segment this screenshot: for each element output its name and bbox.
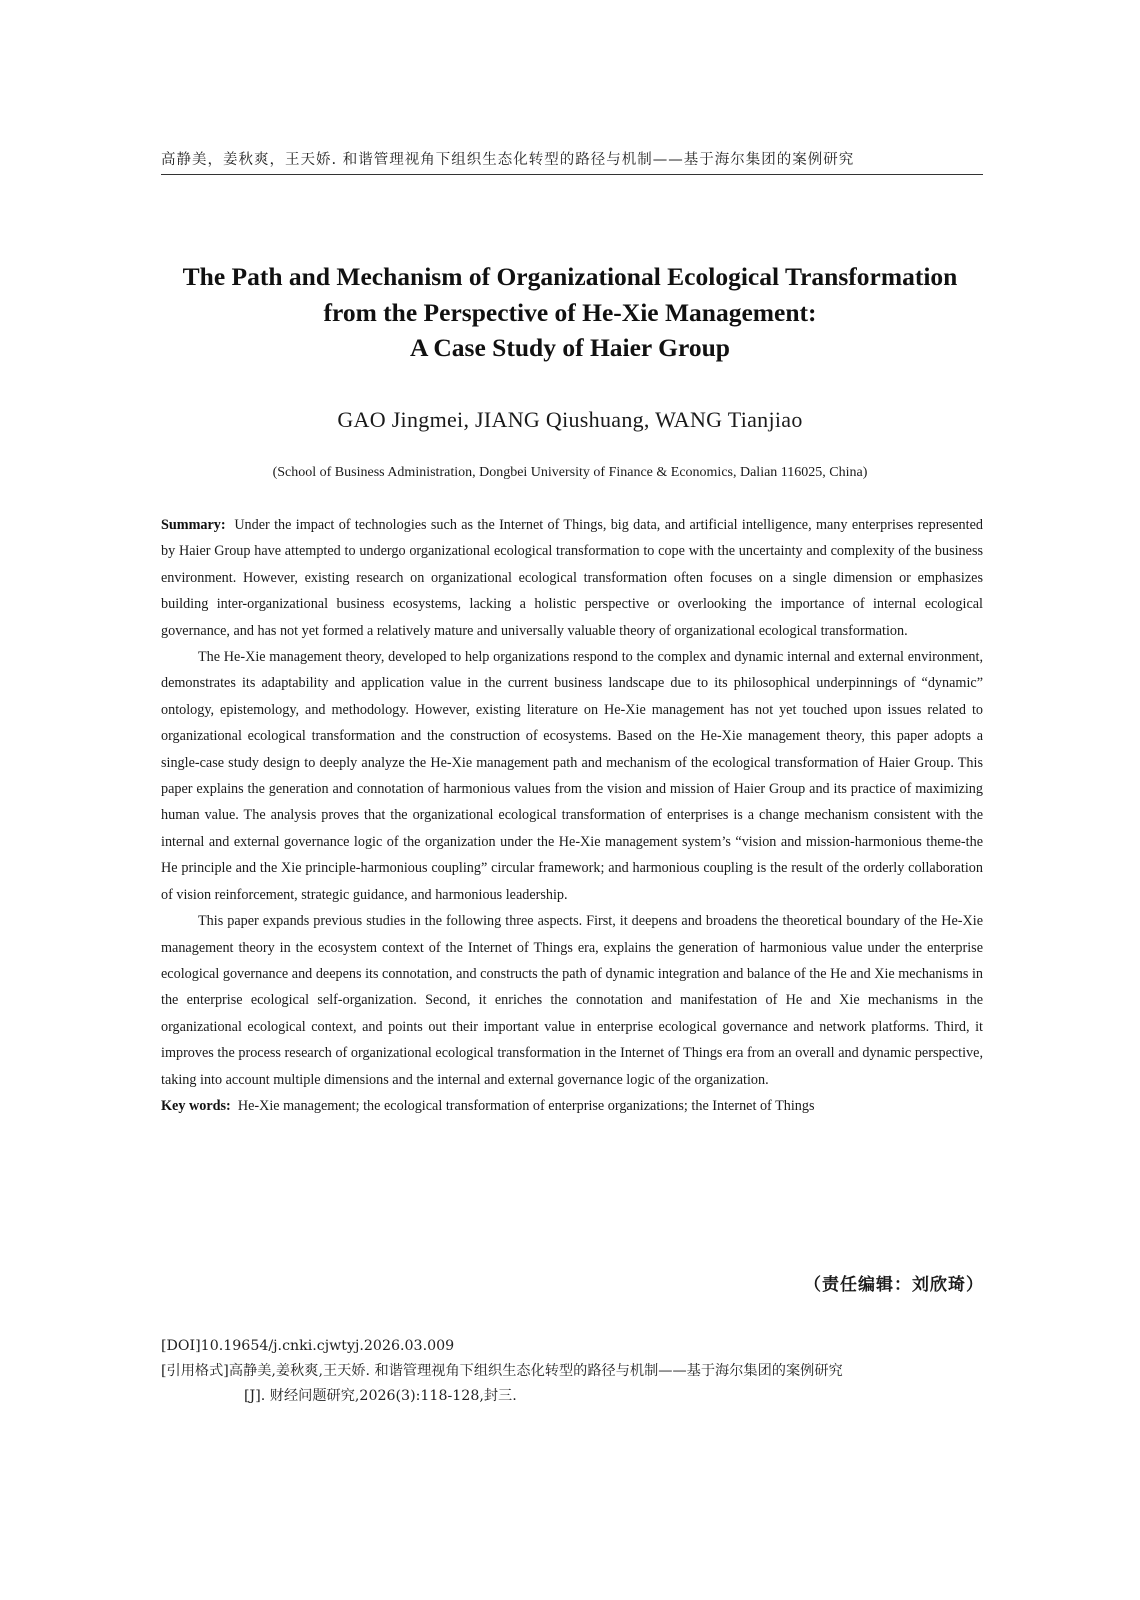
title-line: A Case Study of Haier Group (410, 333, 730, 362)
abstract-paragraph: This paper expands previous studies in the following three aspects. First, it deepens and broadens the theoretical boundary of the He-Xie management theory in the ecosystem context of the Internet of Things era, explains the generation of harmonious value under the enterprise ecological governance and deepens its connotation, and constructs the path of dynamic integration and balance of the He and Xie mechanisms in the enterprise ecological self-organization. Second, it enriches the connotation and manifestation of He and Xie mechanisms in the organizational ecological context, and points out their important value in enterprise ecological governance and network platforms. Third, it improves the process research of organizational ecological transformation in the Internet of Things era from an overall and dynamic perspective, taking into account multiple dimensions and the internal and external governance logic of the organization. (161, 913, 983, 1088)
title-line: from the Perspective of He-Xie Management: (323, 297, 817, 327)
abstract (161, 512, 983, 1119)
running-header: 高静美，姜秋爽，王天娇. 和谐管理视角下组织生态化转型的路径与机制——基于海尔集团的案例研究 (161, 148, 983, 175)
authors: GAO Jingmei, JIANG Qiushuang, WANG Tianjiao (337, 407, 803, 432)
doi: [DOI]10.19654/j.cnki.cjwtyj.2026.03.009 (161, 1338, 455, 1354)
reference-info (161, 1334, 991, 1409)
citation-format: [引用格式]高静美,姜秋爽,王天娇. 和谐管理视角下组织生态化转型的路径与机制——基于海尔集团的案例研究 (161, 1363, 843, 1379)
affiliation: (School of Business Administration, Dongbei University of Finance & Economics, Dalian 116025, China) (272, 465, 868, 480)
abstract-text: Under the impact of technologies such as the Internet of Things, big data, and artificial intelligence, many enterprises represented by Haier Group have attempted to undergo organizational ecological transformation to cope with the uncertainty and complexity of the business environment. However, existing research on organizational ecological transformation often focuses on a single dimension or emphasizes building inter-organizational business ecosystems, lacking a holistic perspective or overlooking the importance of internal ecological governance, and has not yet formed a relatively mature and universally valuable theory of organizational ecological transformation. (161, 517, 983, 639)
keywords-label: Key words: (161, 1097, 231, 1114)
abstract-paragraph: The He-Xie management theory, developed to help organizations respond to the complex and dynamic internal and external environment, demonstrates its adaptability and application value in the current business landscape due to its philosophical underpinnings of “dynamic” ontology, epistemology, and methodology. However, existing literature on He-Xie management has not yet touched upon issues related to organizational ecological transformation and the construction of ecosystems. Based on the He-Xie management theory, this paper adopts a single-case study design to deeply analyze the He-Xie management path and mechanism of the ecological transformation of Haier Group. This paper explains the generation and connotation of harmonious values from the vision and mission of Haier Group and its practice of maximizing human value. The analysis proves that the organizational ecological transformation of enterprises is a change mechanism consistent with the internal and external governance logic of the organization under the He-Xie management system’s “vision and mission-harmonious theme-the He principle and the Xie principle-harmonious coupling” circular framework; and harmonious coupling is the result of the orderly collaboration of vision reinforcement, strategic guidance, and harmonious leadership. (161, 649, 983, 903)
summary-label: Summary: (161, 517, 226, 533)
abstract-paragraph (161, 512, 983, 644)
paper-title (0, 259, 1140, 366)
citation-format-continued: [J]. 财经问题研究,2026(3):118-128,封三. (244, 1388, 517, 1404)
keywords-text: He-Xie management; the ecological transformation of enterprise organizations; the Internet of Things (237, 1097, 815, 1114)
title-line: The Path and Mechanism of Organizational Ecological Transformation (182, 262, 958, 291)
editor-note: （责任编辑：刘欣琦） (804, 1275, 984, 1295)
keywords (161, 1093, 983, 1119)
